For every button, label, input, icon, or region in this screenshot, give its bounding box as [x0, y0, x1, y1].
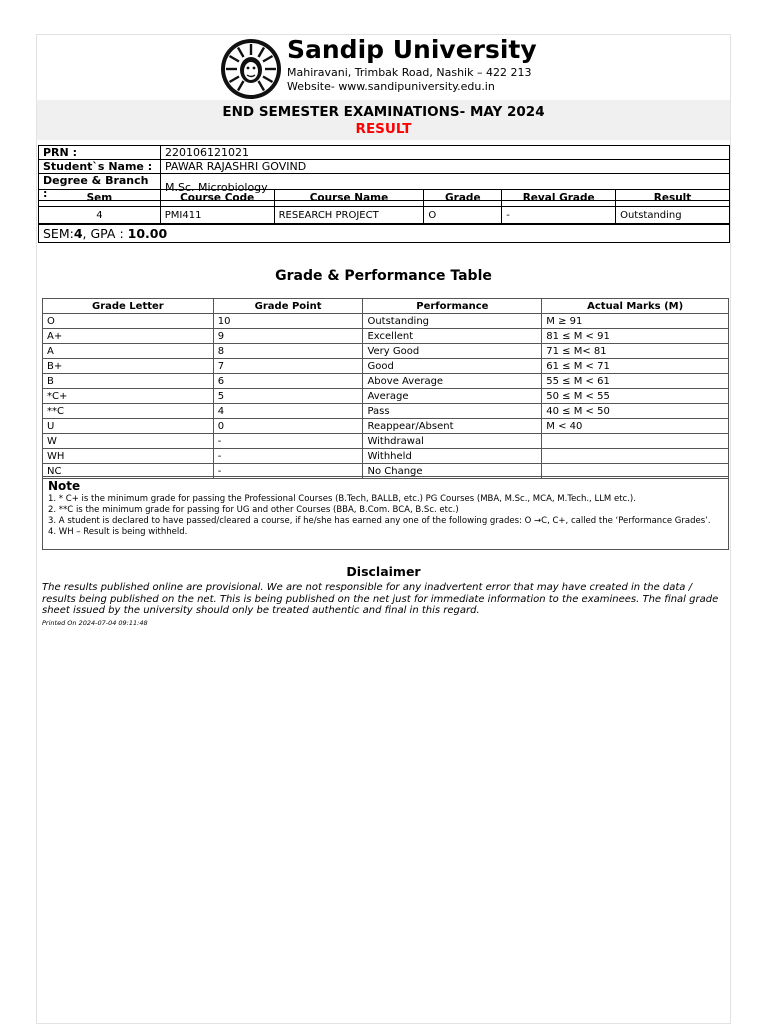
sem-value: 4 [73, 226, 83, 241]
grade-letter: A [43, 344, 214, 359]
grade-marks-range: M ≥ 91 [542, 314, 729, 329]
grade-marks-range: 40 ≤ M < 50 [542, 404, 729, 419]
grade-row [43, 344, 729, 359]
course-result-table [38, 189, 730, 224]
grade-letter: B [43, 374, 214, 389]
disclaimer-title: Disclaimer [346, 564, 421, 579]
grade-point: 9 [213, 329, 363, 344]
grade-table-title: Grade & Performance Table [275, 268, 492, 284]
grade-performance: Above Average [363, 374, 542, 389]
degree-value: M.Sc. Microbiology [161, 174, 730, 201]
notes-title: Note [48, 479, 81, 493]
grade-row [43, 374, 729, 389]
grade-letter: NC [43, 464, 214, 479]
grade-performance: Very Good [363, 344, 542, 359]
course-header-cell: Reval Grade [502, 190, 616, 207]
grade-row [43, 419, 729, 434]
course-header-cell: Sem [39, 190, 161, 207]
grade-header-cell: Grade Letter [43, 299, 214, 314]
university-header [37, 35, 730, 101]
grade-row [43, 329, 729, 344]
grade-performance: Reappear/Absent [363, 419, 542, 434]
grade-row [43, 389, 729, 404]
course-header-cell: Course Code [160, 190, 274, 207]
grade-row [43, 404, 729, 419]
note-item: 3. A student is declared to have passed/cleared a course, if he/she has earned any one of the following grades: O →C, C+, called the ‘Performance Grades’. [48, 516, 711, 526]
grade-letter: WH [43, 449, 214, 464]
note-item: 4. WH – Result is being withheld. [48, 527, 188, 537]
note-item: 2. **C is the minimum grade for passing for UG and other Courses (BBA, B.Com. BCA, B.Sc. etc.) [48, 505, 459, 515]
grade-letter: O [43, 314, 214, 329]
student-name-value: PAWAR RAJASHRI GOVIND [161, 160, 730, 174]
printed-timestamp: Printed On 2024-07-04 09:11:48 [42, 619, 148, 627]
grade-row [43, 434, 729, 449]
course-header-row [39, 190, 730, 207]
grade-header-cell: Grade Point [213, 299, 363, 314]
note-item: 1. * C+ is the minimum grade for passing the Professional Courses (B.Tech, BALLB, etc.) PG Courses (MBA, M.Sc., MCA, M.Tech., LLM etc.). [48, 494, 636, 504]
grade-point: 4 [213, 404, 363, 419]
exam-banner [37, 100, 730, 140]
grade-performance: Withheld [363, 449, 542, 464]
sem-label: SEM: [43, 226, 74, 241]
grade-point: 7 [213, 359, 363, 374]
grade-letter: B+ [43, 359, 214, 374]
grade-marks-range: 50 ≤ M < 55 [542, 389, 729, 404]
grade-point: - [213, 449, 363, 464]
grade-performance: Outstanding [363, 314, 542, 329]
course-row [39, 207, 730, 224]
grade-row [43, 314, 729, 329]
course-header-cell: Result [616, 190, 730, 207]
grade-performance: No Change [363, 464, 542, 479]
grade-marks-range [542, 449, 729, 464]
grade-point: 5 [213, 389, 363, 404]
grade-point: 0 [213, 419, 363, 434]
grade-letter: U [43, 419, 214, 434]
gpa-label: , GPA : [82, 226, 128, 241]
prn-label: PRN : [39, 146, 161, 160]
grade-performance: Good [363, 359, 542, 374]
result-label: RESULT [355, 121, 412, 137]
exam-title: END SEMESTER EXAMINATIONS- MAY 2024 [222, 104, 545, 120]
grade-letter: **C [43, 404, 214, 419]
grade-point: - [213, 464, 363, 479]
course-reval-grade: - [502, 207, 616, 224]
course-name: RESEARCH PROJECT [274, 207, 424, 224]
grade-point: 10 [213, 314, 363, 329]
course-sem: 4 [39, 207, 161, 224]
gpa-value: 10.00 [127, 226, 168, 241]
course-header-cell: Grade [424, 190, 502, 207]
grade-performance: Pass [363, 404, 542, 419]
grade-letter: A+ [43, 329, 214, 344]
student-name-row [39, 160, 730, 174]
grade-performance-table [42, 298, 729, 479]
university-name: Sandip University [287, 35, 537, 64]
grade-marks-range: 61 ≤ M < 71 [542, 359, 729, 374]
grade-row [43, 359, 729, 374]
prn-row [39, 146, 730, 160]
course-grade: O [424, 207, 502, 224]
course-result: Outstanding [616, 207, 730, 224]
grade-performance: Average [363, 389, 542, 404]
grade-header-row [43, 299, 729, 314]
grade-marks-range: M < 40 [542, 419, 729, 434]
grade-performance: Excellent [363, 329, 542, 344]
course-header-cell: Course Name [274, 190, 424, 207]
course-code: PMI411 [160, 207, 274, 224]
university-address: Mahiravani, Trimbak Road, Nashik – 422 213 [287, 66, 532, 79]
university-logo-icon [220, 38, 282, 100]
grade-header-cell: Performance [363, 299, 542, 314]
gpa-summary [38, 224, 730, 243]
degree-label: Degree & Branch : [39, 174, 161, 201]
grade-marks-range: 71 ≤ M< 81 [542, 344, 729, 359]
grade-marks-range: 81 ≤ M < 91 [542, 329, 729, 344]
grade-point: - [213, 434, 363, 449]
grade-marks-range [542, 434, 729, 449]
grade-performance: Withdrawal [363, 434, 542, 449]
grade-row [43, 449, 729, 464]
notes-box [42, 476, 729, 550]
student-name-label: Student`s Name : [39, 160, 161, 174]
grade-point: 8 [213, 344, 363, 359]
prn-value: 220106121021 [161, 146, 730, 160]
grade-marks-range: 55 ≤ M < 61 [542, 374, 729, 389]
grade-letter: *C+ [43, 389, 214, 404]
disclaimer-text: The results published online are provisional. We are not responsible for any inadvertent error that may have created in the data / results being published on the net. This is being published on the net just for immediate information to the examinees. The final grade sheet issued by the university should only be treated authentic and final in this regard. [42, 582, 719, 617]
grade-point: 6 [213, 374, 363, 389]
grade-header-cell: Actual Marks (M) [542, 299, 729, 314]
result-sheet [36, 34, 731, 1024]
university-website: Website- www.sandipuniversity.edu.in [287, 80, 495, 93]
grade-letter: W [43, 434, 214, 449]
